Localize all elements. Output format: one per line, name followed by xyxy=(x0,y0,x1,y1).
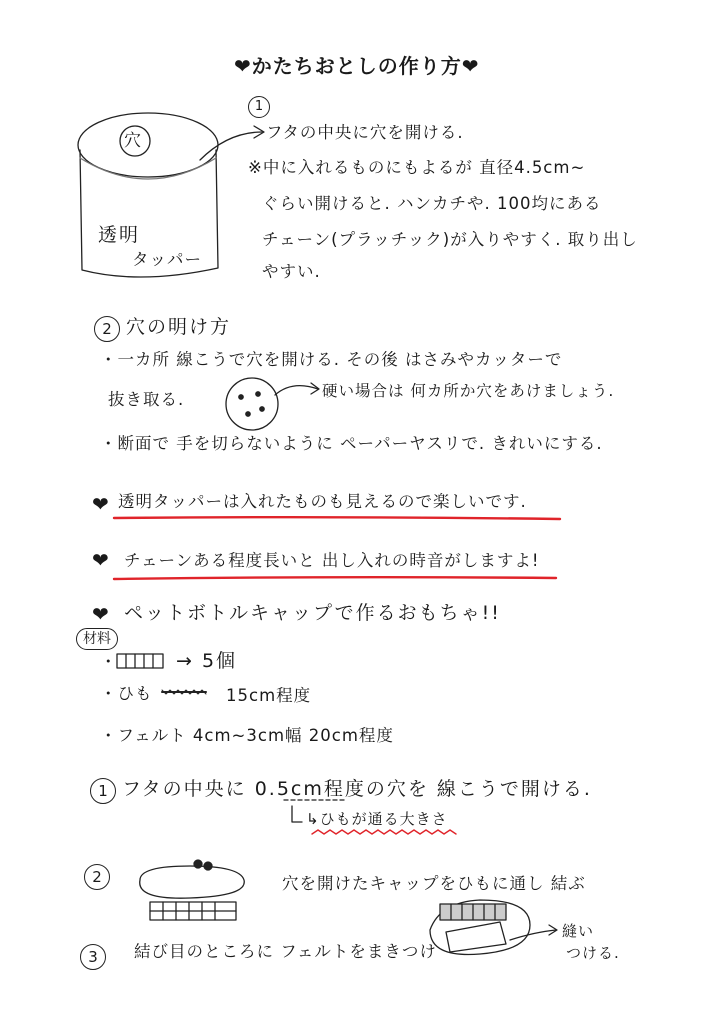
step2-line1: ・一カ所 線こうで穴を開ける. その後 はさみやカッターで xyxy=(100,350,563,369)
heart-icon: ❤ xyxy=(92,548,109,572)
toy-step3-text: 結び目のところに フェルトをまきつけ xyxy=(134,942,437,961)
toy-step1-note: ↳ひもが通る大きさ xyxy=(306,810,448,828)
arrow-to-step1 xyxy=(200,132,262,160)
caps-drawing xyxy=(117,654,163,668)
felt-item: ・フェルト 4cm~3cm幅 20cm程度 xyxy=(100,726,394,745)
step1-line4: チェーン(プラッチック)が入りやすく. 取り出し xyxy=(262,230,638,249)
step1-line5: やすい. xyxy=(262,262,321,281)
caps-count: → 5個 xyxy=(176,650,238,672)
tip3: ペットボトルキャップで作るおもちゃ!! xyxy=(124,602,501,624)
step2-note: 硬い場合は 何カ所か穴をあけましょう. xyxy=(322,382,615,400)
string-drawing xyxy=(162,690,206,694)
caps-on-string-drawing xyxy=(140,860,245,920)
step2-line3: ・断面で 手を切らないように ペーパーヤスリで. きれいにする. xyxy=(100,434,603,453)
materials-badge: 材料 xyxy=(76,628,118,650)
toy-step1-text: フタの中央に 0.5cm程度の穴を 線こうで開ける. xyxy=(122,778,592,800)
step1-line2: ※中に入れるものにもよるが 直径4.5cm~ xyxy=(248,158,586,177)
step1-line3: ぐらい開けると. ハンカチや. 100均にある xyxy=(262,194,602,213)
step2-line2: 抜き取る. xyxy=(108,390,185,409)
step2-number: 2 xyxy=(94,316,120,342)
tip2: チェーンある程度長いと 出し入れの時音がしますよ! xyxy=(124,551,540,570)
string-prefix: ・ひも xyxy=(100,684,153,703)
string-length: 15cm程度 xyxy=(226,686,312,705)
container-label-1: 透明 xyxy=(98,224,141,246)
felt-wrapped-drawing xyxy=(430,900,557,955)
toy-step3-note-2: つける. xyxy=(566,944,620,962)
step1-number: 1 xyxy=(248,96,270,118)
toy-step3-number: 3 xyxy=(80,944,106,970)
step2-heading: 穴の明け方 xyxy=(126,316,232,338)
lid-hole-label: 穴 xyxy=(124,131,142,151)
heart-icon: ❤ xyxy=(92,492,109,516)
heart-icon: ❤ xyxy=(92,602,109,626)
toy-step2-text: 穴を開けたキャップをひもに通し 結ぶ xyxy=(282,874,586,893)
hole-points-drawing xyxy=(226,378,319,430)
page-title: ❤かたちおとしの作り方❤ xyxy=(234,54,480,78)
toy-step2-number: 2 xyxy=(84,864,110,890)
tip1: 透明タッパーは入れたものも見えるので楽しいです. xyxy=(118,492,527,511)
step1-line1: フタの中央に穴を開ける. xyxy=(266,123,464,142)
toy-step3-note-1: 縫い xyxy=(562,922,595,940)
container-label-2: タッパー xyxy=(132,250,202,269)
bullet: ・ xyxy=(100,652,118,671)
toy-step1-number: 1 xyxy=(90,778,116,804)
